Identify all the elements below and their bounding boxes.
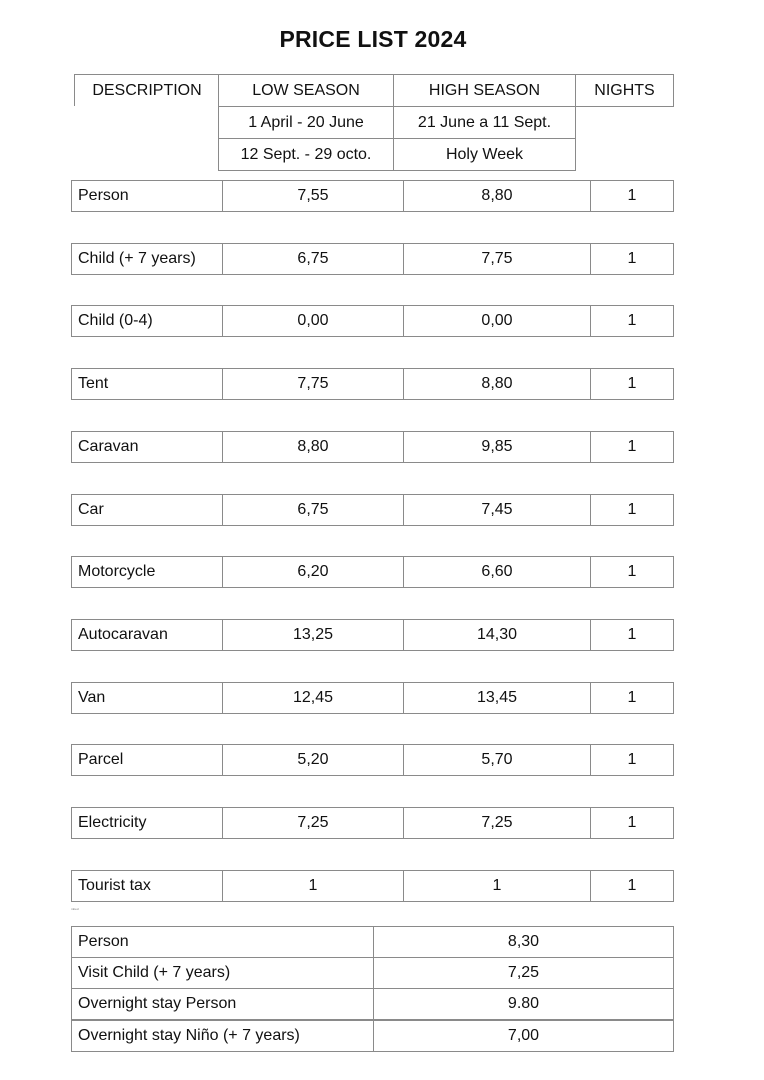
row-nights: 1 [590, 243, 674, 275]
row-high-season-price: 14,30 [403, 619, 591, 651]
row-nights: 1 [590, 744, 674, 776]
page-title: PRICE LIST 2024 [279, 26, 467, 52]
row-description: Caravan [71, 431, 223, 463]
low-season-dates-2: 12 Sept. - 29 octo. [218, 138, 394, 171]
row-nights: 1 [590, 368, 674, 400]
visit-price: 9.80 [373, 988, 674, 1020]
row-high-season-price: 7,25 [403, 807, 591, 839]
row-high-season-price: 8,80 [403, 180, 591, 212]
row-high-season-price: 1 [403, 870, 591, 902]
row-low-season-price: 8,80 [222, 431, 404, 463]
visit-price: 7,00 [373, 1020, 674, 1052]
row-description: Parcel [71, 744, 223, 776]
row-description: Van [71, 682, 223, 714]
row-high-season-price: 8,80 [403, 368, 591, 400]
row-high-season-price: 6,60 [403, 556, 591, 588]
visit-description: Overnight stay Person [71, 988, 374, 1020]
row-low-season-price: 6,20 [222, 556, 404, 588]
visit-price: 8,30 [373, 926, 674, 958]
row-nights: 1 [590, 870, 674, 902]
row-high-season-price: 5,70 [403, 744, 591, 776]
row-low-season-price: 7,75 [222, 368, 404, 400]
row-description: Tent [71, 368, 223, 400]
header-low-season: LOW SEASON [218, 74, 394, 107]
row-high-season-price: 7,45 [403, 494, 591, 526]
high-season-dates-1: 21 June a 11 Sept. [393, 106, 576, 139]
row-description: Child (+ 7 years) [71, 243, 223, 275]
row-high-season-price: 9,85 [403, 431, 591, 463]
high-season-dates-2: Holy Week [393, 138, 576, 171]
row-description: Electricity [71, 807, 223, 839]
visit-price: 7,25 [373, 957, 674, 989]
row-low-season-price: 13,25 [222, 619, 404, 651]
row-high-season-price: 7,75 [403, 243, 591, 275]
low-season-dates-1: 1 April - 20 June [218, 106, 394, 139]
row-description: Motorcycle [71, 556, 223, 588]
row-low-season-price: 12,45 [222, 682, 404, 714]
row-low-season-price: 5,20 [222, 744, 404, 776]
row-description: Child (0-4) [71, 305, 223, 337]
header-description: DESCRIPTION [74, 74, 219, 106]
row-low-season-price: 7,55 [222, 180, 404, 212]
header-high-season: HIGH SEASON [393, 74, 576, 107]
row-low-season-price: 6,75 [222, 494, 404, 526]
row-nights: 1 [590, 180, 674, 212]
row-nights: 1 [590, 619, 674, 651]
row-low-season-price: 1 [222, 870, 404, 902]
row-description: Person [71, 180, 223, 212]
row-description: Autocaravan [71, 619, 223, 651]
row-low-season-price: 0,00 [222, 305, 404, 337]
row-high-season-price: 13,45 [403, 682, 591, 714]
row-low-season-price: 7,25 [222, 807, 404, 839]
row-nights: 1 [590, 494, 674, 526]
small-mark: mbed [71, 907, 79, 911]
visit-description: Visit Child (+ 7 years) [71, 957, 374, 989]
row-nights: 1 [590, 305, 674, 337]
row-nights: 1 [590, 556, 674, 588]
header-nights: NIGHTS [575, 74, 674, 107]
row-description: Car [71, 494, 223, 526]
row-nights: 1 [590, 682, 674, 714]
row-nights: 1 [590, 807, 674, 839]
row-low-season-price: 6,75 [222, 243, 404, 275]
row-description: Tourist tax [71, 870, 223, 902]
visit-description: Person [71, 926, 374, 958]
row-nights: 1 [590, 431, 674, 463]
visit-description: Overnight stay Niño (+ 7 years) [71, 1020, 374, 1052]
row-high-season-price: 0,00 [403, 305, 591, 337]
